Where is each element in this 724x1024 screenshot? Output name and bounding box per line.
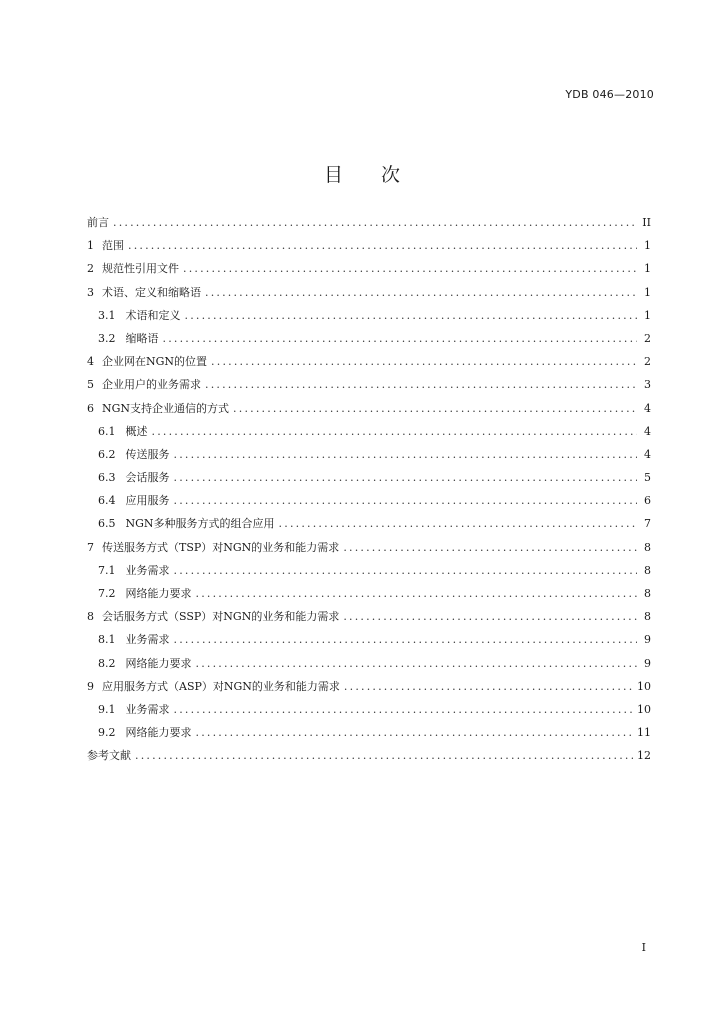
toc-entry-label: 前言 <box>87 216 109 229</box>
toc-entry-number: 6.5 <box>98 517 116 531</box>
table-of-contents <box>87 214 651 771</box>
toc-entry-number: 7.1 <box>98 563 116 577</box>
toc-entry-number: 6 <box>87 401 94 415</box>
leader-dots <box>343 539 637 557</box>
toc-entry-label: 网络能力要求 <box>125 587 192 600</box>
toc-entry-8[interactable] <box>87 608 651 631</box>
toc-entry-label: 术语、定义和缩略语 <box>102 285 201 299</box>
page-title <box>0 160 724 187</box>
toc-entry-number: 6.4 <box>98 494 116 508</box>
toc-entry-label: 会话服务 <box>125 471 170 485</box>
toc-entry-6-4[interactable] <box>87 492 651 515</box>
toc-entry-page: 11 <box>637 726 651 740</box>
leader-dots <box>174 469 638 487</box>
toc-entry-label: 企业网在NGN的位置 <box>102 355 208 369</box>
toc-entry-3[interactable] <box>87 284 651 307</box>
toc-entry-number: 3.1 <box>98 308 116 322</box>
toc-entry-label: 会话服务方式（SSP）对NGN的业务和能力需求 <box>102 610 340 624</box>
toc-entry-page: 7 <box>644 517 651 531</box>
toc-entry-label: 应用服务方式（ASP）对NGN的业务和能力需求 <box>102 679 340 693</box>
toc-entry-number: 6.3 <box>98 471 116 485</box>
leader-dots <box>152 423 638 441</box>
toc-entry-page: 2 <box>644 355 651 369</box>
toc-entry-page: 1 <box>644 285 651 299</box>
toc-entry-label: 企业用户的业务需求 <box>102 378 201 392</box>
toc-entry-number: 8.2 <box>98 656 116 670</box>
leader-dots <box>185 307 638 325</box>
toc-entry-6[interactable] <box>87 400 651 423</box>
leader-dots <box>174 446 638 464</box>
toc-entry-number: 9.2 <box>98 726 116 740</box>
toc-entry-number: 6.1 <box>98 424 116 438</box>
leader-dots <box>174 562 638 580</box>
toc-entry-7-1[interactable] <box>87 562 651 585</box>
leader-dots <box>163 330 638 348</box>
leader-dots <box>183 260 637 278</box>
toc-entry-number: 1 <box>87 239 94 253</box>
toc-entry-page: 10 <box>637 702 651 716</box>
toc-entry-number: 7 <box>87 540 94 554</box>
toc-entry-9[interactable] <box>87 678 651 701</box>
toc-entry-number: 3 <box>87 285 94 299</box>
toc-entry-label: 参考文献 <box>87 749 131 763</box>
toc-entry-page: 3 <box>644 378 651 392</box>
toc-entry-7-2[interactable] <box>87 585 651 608</box>
toc-entry-page: 8 <box>644 587 651 600</box>
toc-entry-label: 规范性引用文件 <box>102 262 179 276</box>
toc-entry-foreword[interactable] <box>87 214 651 237</box>
toc-entry-label: NGN多种服务方式的组合应用 <box>125 517 275 531</box>
toc-entry-number: 9.1 <box>98 702 116 716</box>
toc-entry-page: 8 <box>644 540 651 554</box>
toc-entry-page: 4 <box>644 401 651 415</box>
leader-dots <box>128 237 637 255</box>
leader-dots <box>174 701 634 719</box>
toc-entry-number: 7.2 <box>98 587 116 600</box>
toc-entry-page: 2 <box>644 331 651 345</box>
leader-dots <box>196 655 638 673</box>
toc-entry-number: 9 <box>87 679 94 693</box>
leader-dots <box>343 608 637 626</box>
toc-entry-5[interactable] <box>87 376 651 399</box>
toc-entry-label: 网络能力要求 <box>125 726 192 740</box>
toc-entry-label: 传送服务方式（TSP）对NGN的业务和能力需求 <box>102 540 340 554</box>
title-char-1: 目 <box>323 164 343 186</box>
toc-entry-label: NGN支持企业通信的方式 <box>102 401 230 415</box>
leader-dots <box>196 585 638 603</box>
toc-entry-references[interactable] <box>87 747 651 770</box>
toc-entry-label: 业务需求 <box>125 633 170 647</box>
toc-entry-page: 12 <box>637 749 651 763</box>
toc-entry-1[interactable] <box>87 237 651 260</box>
toc-entry-label: 应用服务 <box>125 494 170 508</box>
toc-entry-9-1[interactable] <box>87 701 651 724</box>
toc-entry-3-2[interactable] <box>87 330 651 353</box>
toc-entry-number: 6.2 <box>98 447 116 461</box>
toc-entry-6-5[interactable] <box>87 515 651 538</box>
leader-dots <box>174 492 638 510</box>
leader-dots <box>135 747 633 765</box>
toc-entry-label: 术语和定义 <box>125 308 181 322</box>
leader-dots <box>205 376 637 394</box>
title-char-2: 次 <box>381 164 401 186</box>
page-number: I <box>641 941 646 954</box>
toc-entry-label: 范围 <box>102 239 124 253</box>
toc-entry-page: 8 <box>644 610 651 624</box>
toc-entry-number: 8 <box>87 610 94 624</box>
toc-entry-page: 8 <box>644 563 651 577</box>
leader-dots <box>196 724 634 742</box>
leader-dots <box>113 214 637 232</box>
toc-entry-page: II <box>642 216 651 229</box>
toc-entry-9-2[interactable] <box>87 724 651 747</box>
toc-entry-label: 概述 <box>125 424 148 438</box>
document-code: YDB 046—2010 <box>565 88 654 101</box>
toc-entry-number: 3.2 <box>98 331 116 345</box>
leader-dots <box>174 631 638 649</box>
toc-entry-page: 10 <box>637 679 651 693</box>
toc-entry-page: 4 <box>644 447 651 461</box>
leader-dots <box>344 678 633 696</box>
toc-entry-label: 传送服务 <box>125 447 170 461</box>
toc-entry-number: 5 <box>87 378 94 392</box>
toc-entry-page: 1 <box>644 308 651 322</box>
toc-entry-number: 2 <box>87 262 94 276</box>
toc-entry-6-3[interactable] <box>87 469 651 492</box>
leader-dots <box>279 515 637 533</box>
toc-entry-page: 6 <box>644 494 651 508</box>
leader-dots <box>205 284 637 302</box>
leader-dots <box>233 400 637 418</box>
toc-entry-page: 5 <box>644 471 651 485</box>
toc-entry-page: 1 <box>644 239 651 253</box>
toc-entry-number: 4 <box>87 355 94 369</box>
leader-dots <box>211 353 637 371</box>
toc-entry-6-2[interactable] <box>87 446 651 469</box>
toc-entry-label: 网络能力要求 <box>125 656 192 670</box>
toc-entry-7[interactable] <box>87 539 651 562</box>
toc-entry-2[interactable] <box>87 260 651 283</box>
toc-entry-page: 9 <box>644 656 651 670</box>
toc-entry-page: 4 <box>644 424 651 438</box>
toc-entry-3-1[interactable] <box>87 307 651 330</box>
toc-entry-label: 缩略语 <box>125 331 159 345</box>
toc-entry-page: 1 <box>644 262 651 276</box>
toc-entry-8-2[interactable] <box>87 655 651 678</box>
toc-entry-8-1[interactable] <box>87 631 651 654</box>
toc-entry-label: 业务需求 <box>125 563 170 577</box>
toc-entry-number: 8.1 <box>98 633 116 647</box>
toc-entry-label: 业务需求 <box>125 702 170 716</box>
toc-entry-page: 9 <box>644 633 651 647</box>
toc-entry-6-1[interactable] <box>87 423 651 446</box>
toc-entry-4[interactable] <box>87 353 651 376</box>
